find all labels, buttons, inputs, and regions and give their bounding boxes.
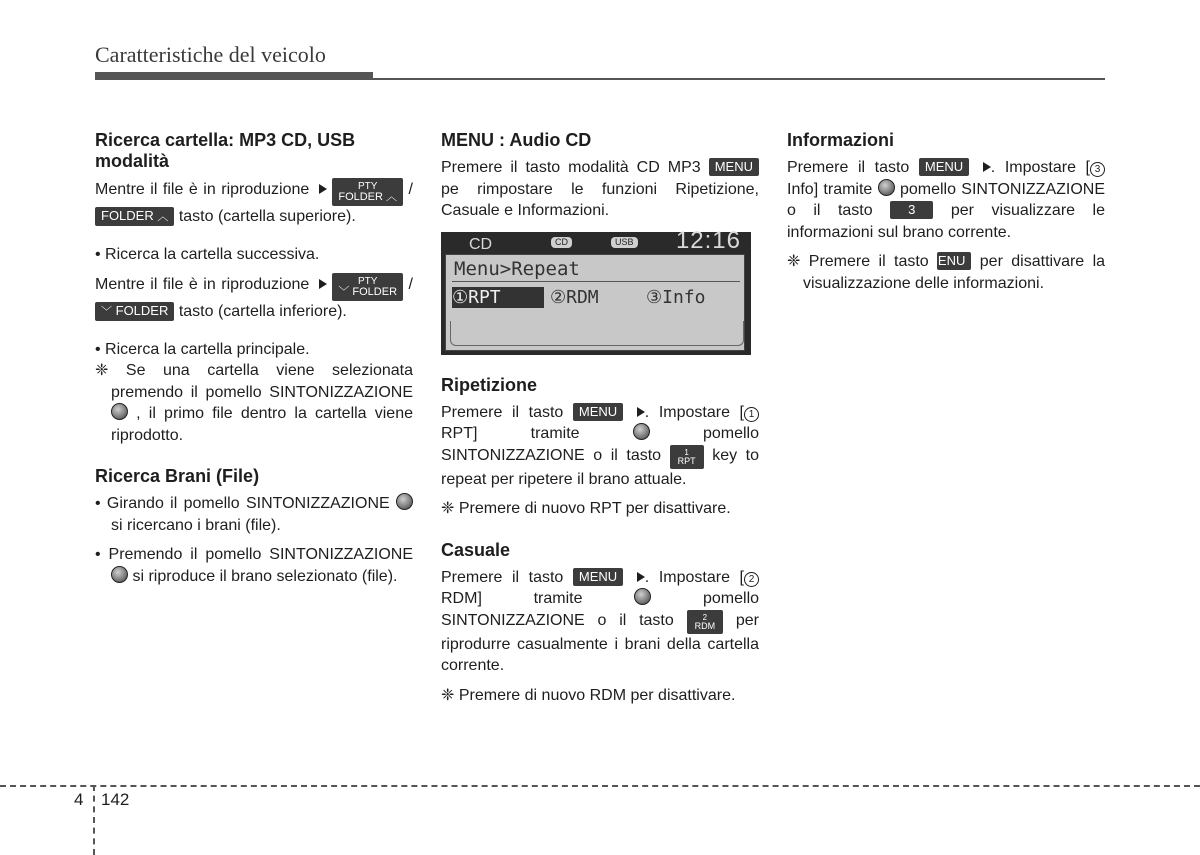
text: ❈ Se una cartella viene selezionata premendo il pomello SINTONIZZAZIONE [95, 362, 413, 401]
menu-key: MENU [937, 252, 971, 270]
preset-3-key: 3 [890, 201, 933, 219]
text: Premere il tasto modalità CD MP3 [441, 159, 701, 176]
play-arrow-icon [983, 162, 991, 172]
key-number: 1 [684, 447, 689, 457]
tune-knob-icon [396, 493, 413, 510]
text: Premere il tasto [441, 568, 564, 586]
text: key to repeat per ripetere il brano attuale. [441, 446, 759, 488]
display-divider [452, 281, 740, 282]
text: per visualizzare le informazioni sul brano corrente. [787, 202, 1105, 241]
tune-knob-icon [878, 179, 895, 196]
cd-badge: CD [551, 237, 572, 248]
text: Info] tramite [787, 180, 873, 198]
text: tasto (cartella superiore). [178, 208, 356, 225]
tune-knob-icon [634, 588, 651, 605]
chevron-up-icon: ︿ [386, 191, 398, 203]
menu-key: MENU [573, 403, 623, 421]
display-option-rdm: ②RDM [550, 286, 599, 308]
chapter-number: 4 [74, 790, 84, 809]
text: Mentre il file è in riproduzione [95, 276, 310, 293]
section-title-repeat: Ripetizione [441, 374, 538, 395]
bullet-turn-knob [95, 493, 413, 536]
play-arrow-icon [637, 407, 645, 417]
text: si riproduce il brano selezionato (file). [132, 567, 398, 585]
text: per riprodurre casualmente i brani della cartella corrente. [441, 611, 759, 674]
bullet-press-knob [95, 544, 413, 587]
section-title-random: Casuale [441, 539, 511, 560]
section-title-menu-audio-cd: MENU : Audio CD [441, 130, 592, 150]
column-right [787, 130, 1105, 294]
display-clock: 12:16 [675, 226, 741, 254]
folder-down-key [95, 302, 174, 321]
key-label-folder: FOLDER [338, 191, 383, 203]
radio-display-screenshot [441, 226, 751, 355]
play-arrow-icon [637, 572, 645, 582]
note-random: ❈ Premere di nuovo RDM per disattivare. [441, 686, 736, 704]
key-label-pty: PTY [357, 276, 378, 287]
text: RDM] tramite [441, 590, 583, 607]
paragraph-random [441, 567, 759, 677]
chevron-up-icon: ︿ [157, 211, 169, 223]
text: • Premendo il pomello SINTONIZZAZIONE [95, 546, 413, 563]
header-rule-thin [373, 78, 1105, 80]
pty-folder-up-key [332, 178, 403, 206]
column-middle [441, 130, 759, 706]
text: pomello SINTONIZZAZIONE o il tasto [787, 180, 1106, 219]
bullet-parent-folder: • Ricerca la cartella principale. [95, 340, 310, 358]
slash: / [408, 181, 413, 198]
play-arrow-icon [319, 279, 327, 289]
section-title-info: Informazioni [787, 130, 894, 150]
section-title-track-search: Ricerca Brani (File) [95, 466, 260, 486]
paragraph-folder-up [95, 178, 413, 228]
slash: / [408, 276, 413, 293]
key-label-folder: FOLDER [101, 208, 154, 223]
usb-badge: USB [611, 237, 638, 248]
text: pe rimpostare le funzioni Ripetizione, Casuale e Informazioni. [441, 180, 759, 219]
footer-dashed-rule [0, 785, 1200, 787]
tune-knob-icon [111, 566, 128, 583]
pty-folder-down-key [332, 273, 403, 301]
key-number: 2 [702, 612, 708, 622]
text: , il primo file dentro la cartella viene riprodotto. [111, 405, 413, 444]
text: tasto (cartella inferiore). [178, 303, 347, 320]
paragraph-repeat [441, 402, 759, 491]
menu-key: MENU [709, 158, 759, 176]
display-status-bar [441, 226, 751, 254]
text: Mentre il file è in riproduzione [95, 181, 310, 198]
tune-knob-icon [633, 423, 650, 440]
play-arrow-icon [319, 184, 327, 194]
text: ❈ Premere il tasto [787, 253, 929, 270]
page-header-title: Caratteristiche del veicolo [95, 42, 326, 67]
key-label-pty: PTY [357, 181, 378, 192]
text: si ricercano i brani (file). [111, 516, 281, 534]
text: RPT] tramite [441, 425, 580, 442]
display-menu-screen [445, 254, 745, 351]
text: pomello SINTONIZZAZIONE o il tasto [441, 590, 760, 629]
paragraph-info [787, 157, 1105, 243]
footer-dashed-divider [93, 785, 95, 855]
note-repeat: ❈ Premere di nuovo RPT per disattivare. [441, 500, 731, 517]
text: • Girando il pomello SINTONIZZAZIONE [95, 495, 390, 512]
circled-number-2: 2 [744, 572, 759, 587]
key-label: RDM [694, 620, 716, 631]
menu-key: MENU [573, 568, 623, 586]
circled-number-1: 1 [744, 407, 759, 422]
key-label-folder: FOLDER [115, 303, 169, 318]
tune-knob-icon [111, 403, 128, 420]
display-option-info: ③Info [646, 286, 706, 308]
display-menu-title: Menu>Repeat [454, 257, 580, 280]
text: . Impostare [ [644, 403, 744, 421]
section-title-folder-search: Ricerca cartella: MP3 CD, USB modalità [95, 130, 356, 171]
key-label-folder: FOLDER [352, 286, 398, 298]
text: . Impostare [ [990, 159, 1090, 176]
text: . Impostare [ [644, 568, 744, 586]
bullet-next-folder: • Ricerca la cartella successiva. [95, 245, 320, 263]
header-rule-thick [95, 72, 373, 80]
text: per disattivare la visualizzazione delle informazioni. [803, 253, 1106, 292]
chevron-down-icon: ﹀ [338, 286, 350, 298]
note-folder-select [95, 360, 413, 446]
column-left [95, 130, 413, 587]
rdm-key [687, 610, 724, 634]
rpt-key [670, 445, 704, 469]
circled-number-3: 3 [1090, 162, 1105, 177]
text: pomello SINTONIZZAZIONE o il tasto [441, 425, 759, 464]
paragraph-folder-down [95, 273, 413, 323]
note-info [787, 251, 1105, 294]
text: Premere il tasto [787, 159, 910, 176]
display-mode-label: CD [469, 235, 493, 253]
key-label: RPT [677, 455, 696, 466]
folder-up-key [95, 207, 174, 226]
text: Premere il tasto [441, 403, 564, 421]
menu-key: MENU [919, 158, 969, 176]
chevron-down-icon: ﹀ [101, 306, 112, 318]
display-option-rpt: ①RPT [452, 287, 544, 309]
display-frame [450, 321, 744, 346]
page-number: 142 [101, 790, 130, 809]
paragraph-menu-intro [441, 157, 759, 222]
